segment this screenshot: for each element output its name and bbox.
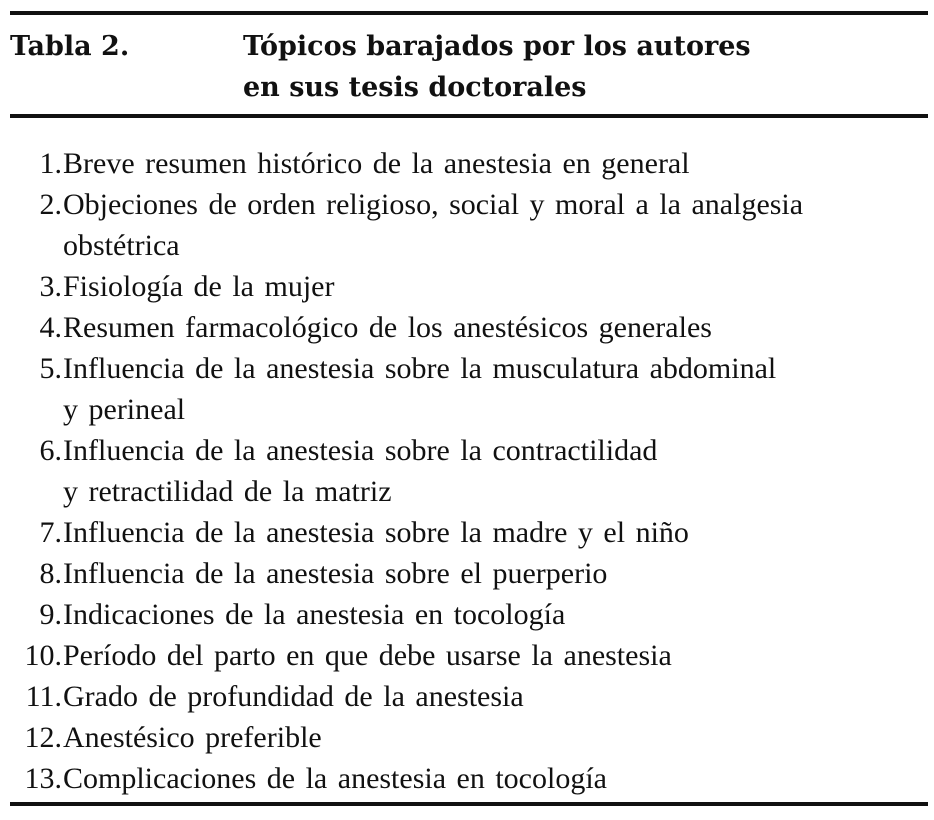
item-number: 12.: [24, 721, 62, 754]
table-title-line: en sus tesis doctorales: [243, 72, 587, 103]
item-number: 2.: [39, 188, 62, 221]
item-number: 11.: [25, 680, 62, 713]
item-text-line: Complicaciones de la anestesia en tocología: [63, 762, 607, 795]
list-item: [10, 758, 928, 799]
item-text-line: Influencia de la anestesia sobre el puerperio: [63, 557, 608, 590]
item-number: 1.: [39, 147, 62, 180]
item-text-line: Breve resumen histórico de la anestesia en general: [63, 147, 690, 180]
item-text-line: y perineal: [63, 393, 186, 426]
item-text-line: Influencia de la anestesia sobre la musculatura abdominal: [63, 352, 777, 385]
item-number: 5.: [39, 352, 62, 385]
item-text: [62, 143, 690, 184]
list-item: [10, 143, 928, 184]
table-label: Tabla 2.: [10, 31, 130, 62]
list-item: [10, 512, 928, 553]
item-text-line: obstétrica: [63, 229, 180, 262]
item-number: 13.: [24, 762, 62, 795]
item-text: [62, 430, 657, 512]
top-rule: [10, 11, 928, 15]
list-item: [10, 553, 928, 594]
list-item: [10, 348, 928, 430]
item-number: 6.: [39, 434, 62, 467]
item-text: [62, 676, 524, 717]
list-item: [10, 717, 928, 758]
item-text-line: Grado de profundidad de la anestesia: [63, 680, 524, 713]
item-number: 8.: [39, 557, 62, 590]
item-text: [62, 635, 672, 676]
bottom-rule: [10, 802, 928, 806]
item-number: 3.: [39, 270, 62, 303]
list-item: [10, 635, 928, 676]
list-item: [10, 266, 928, 307]
item-text: [62, 758, 607, 799]
item-number: 10.: [24, 639, 62, 672]
header-rule: [10, 114, 928, 118]
list-item: [10, 676, 928, 717]
topics-list: [10, 143, 928, 799]
item-text-line: y retractilidad de la matriz: [63, 475, 392, 508]
item-text: [62, 594, 565, 635]
item-text: [62, 348, 776, 430]
item-text-line: Fisiología de la mujer: [63, 270, 335, 303]
list-item: [10, 307, 928, 348]
item-text: [62, 184, 803, 266]
item-text-line: Influencia de la anestesia sobre la contractilidad: [63, 434, 658, 467]
item-text: [62, 717, 322, 758]
item-number: 4.: [39, 311, 62, 344]
list-item: [10, 594, 928, 635]
item-text-line: Resumen farmacológico de los anestésicos generales: [63, 311, 712, 344]
list-item: [10, 184, 928, 266]
list-item: [10, 430, 928, 512]
item-text: [62, 512, 689, 553]
table-title-line: Tópicos barajados por los autores: [243, 31, 751, 62]
item-text-line: Indicaciones de la anestesia en tocología: [63, 598, 566, 631]
item-text: [62, 307, 712, 348]
item-text-line: Período del parto en que debe usarse la anestesia: [63, 639, 672, 672]
item-number: 7.: [39, 516, 62, 549]
item-text-line: Influencia de la anestesia sobre la madre y el niño: [63, 516, 689, 549]
item-text-line: Anestésico preferible: [63, 721, 322, 754]
item-number: 9.: [39, 598, 62, 631]
item-text: [62, 553, 607, 594]
item-text: [62, 266, 334, 307]
table-title: [243, 26, 923, 108]
item-text-line: Objeciones de orden religioso, social y moral a la analgesia: [63, 188, 804, 221]
